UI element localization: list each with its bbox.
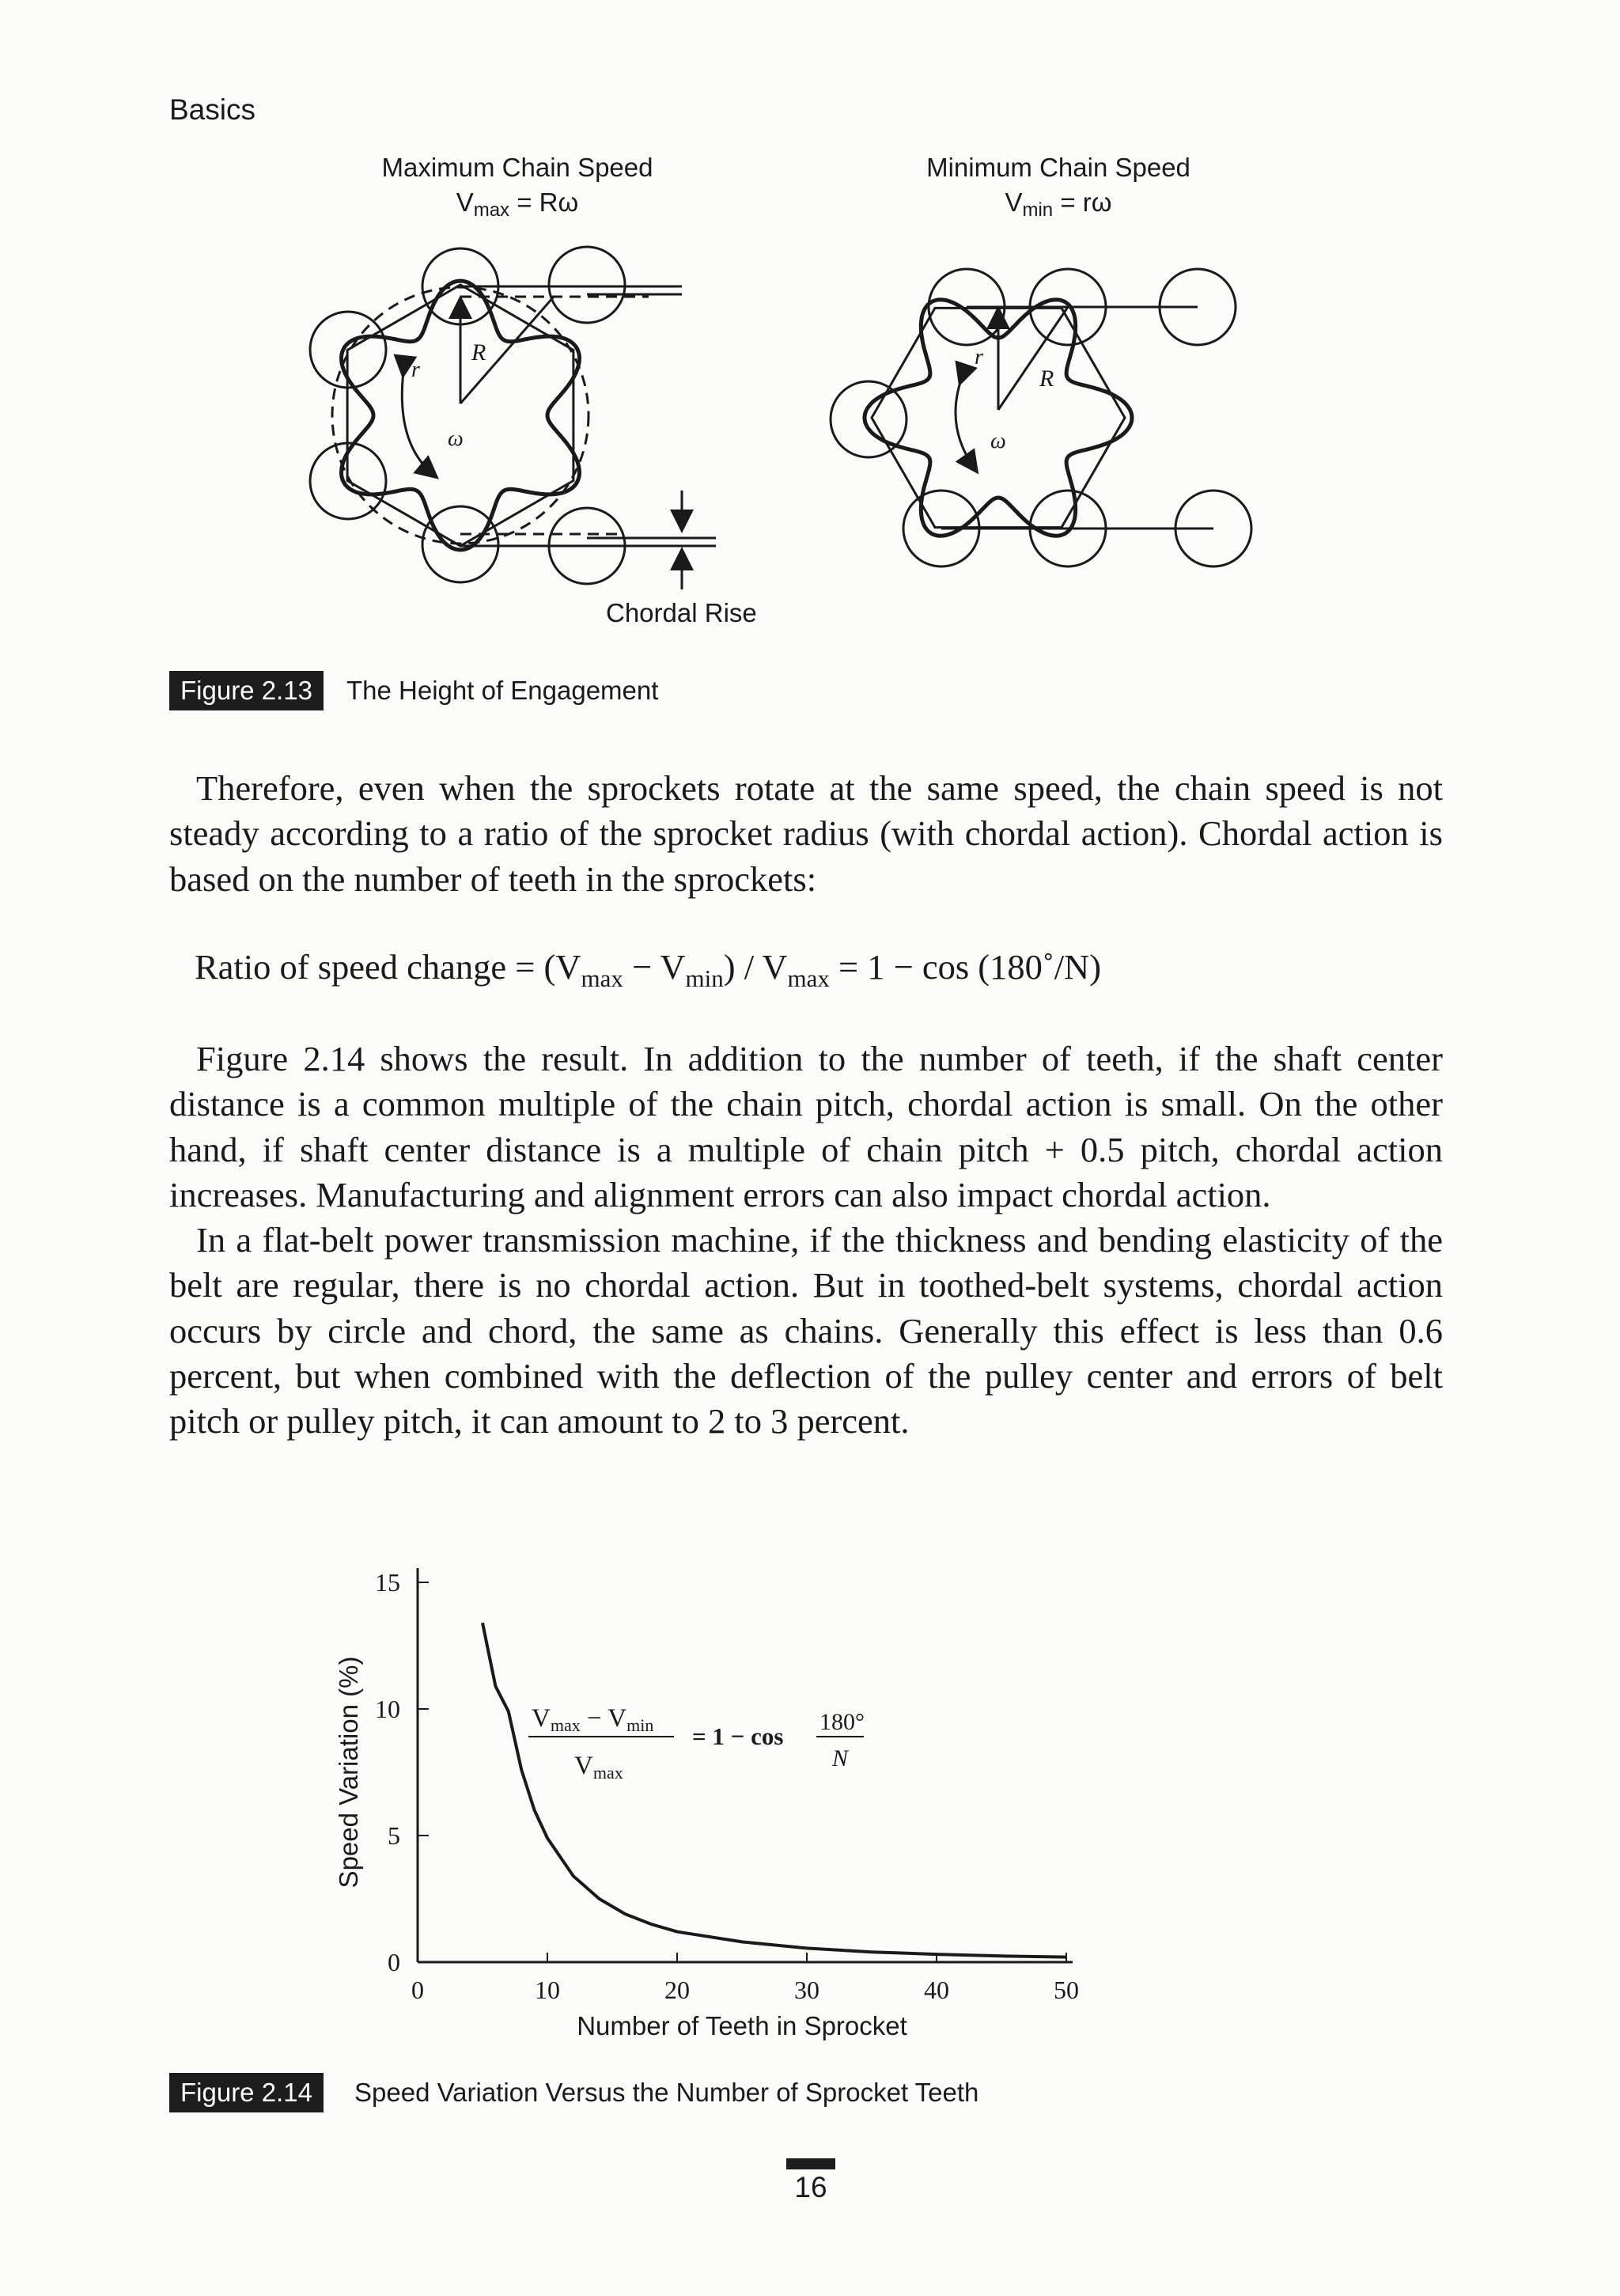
y-tick-label: 15 xyxy=(375,1568,400,1597)
inset-frac-num: 180° xyxy=(819,1709,865,1735)
formula-mid1: − V xyxy=(623,947,686,987)
sprocket-max xyxy=(310,247,716,589)
figure-2-14-caption: Speed Variation Versus the Number of Sprocket Teeth xyxy=(354,2078,979,2107)
y-tick-label: 5 xyxy=(388,1821,400,1850)
formula-mid2: ) / V xyxy=(723,947,788,987)
inset-rhs: = 1 − cos xyxy=(692,1722,784,1750)
roller-max-2 xyxy=(549,247,625,323)
x-tick-label: 0 xyxy=(411,1976,424,2004)
paragraph-1-text: Therefore, even when the sprockets rotate at the same speed, the chain speed is not steady according to a ratio of the sprocket radius (with chordal action). Chordal action is based on the number of teeth in the sprockets: xyxy=(169,768,1443,899)
speed-variation-chart xyxy=(316,1543,1123,2049)
x-axis-label: Number of Teeth in Sprocket xyxy=(577,2011,907,2040)
paragraphs-2-3 xyxy=(169,1036,1443,1445)
x-tick-label: 10 xyxy=(535,1976,560,2004)
R-symbol-min: R xyxy=(1039,366,1054,392)
inset-num: Vmax − Vmin xyxy=(532,1704,654,1735)
inset-den: Vmax xyxy=(574,1752,623,1783)
vmax-v: V xyxy=(456,188,474,217)
x-tick-label: 20 xyxy=(664,1976,690,2004)
vmin-sub: min xyxy=(1022,199,1054,221)
y-axis-label: Speed Variation (%) xyxy=(334,1656,363,1889)
R-symbol-max: R xyxy=(471,339,486,366)
figure-2-13-badge: Figure 2.13 xyxy=(169,671,324,710)
page-number: 16 xyxy=(794,2171,827,2203)
inset-formula xyxy=(528,1704,865,1783)
formula-sub-min: min xyxy=(685,964,724,992)
page-number-bar xyxy=(786,2158,835,2169)
omega-arrow-min xyxy=(956,380,975,468)
vmin-v: V xyxy=(1005,188,1023,217)
speed-change-formula xyxy=(195,946,1101,993)
x-tick-label: 40 xyxy=(924,1976,949,2004)
formula-prefix: Ratio of speed change = (V xyxy=(195,947,581,987)
x-tick-label: 30 xyxy=(794,1976,819,2004)
figure-2-13-caption: The Height of Engagement xyxy=(346,676,659,705)
min-speed-label: Minimum Chain Speed xyxy=(926,153,1190,182)
x-tick-label: 50 xyxy=(1054,1976,1079,2004)
vmax-rest: = Rω xyxy=(509,188,579,217)
omega-symbol-max: ω xyxy=(448,426,464,451)
y-tick-label: 10 xyxy=(375,1695,400,1723)
running-head: Basics xyxy=(169,93,255,126)
y-tick-label: 0 xyxy=(388,1948,400,1976)
paragraph-3-text: In a flat-belt power transmission machine, if the thickness and bending elasticity of the belt are regular, there is no chordal action. But in toothed-belt systems, chordal action occurs by circle and chord, the same as chains. Generally this effect is less than 0.6 percent, but when combined with the deflection of the pulley center and errors of belt pitch or pulley pitch, it can amount to 2 to 3 percent. xyxy=(169,1220,1443,1442)
figure-2-14-badge: Figure 2.14 xyxy=(169,2073,324,2112)
chart-axes xyxy=(418,1568,1073,1962)
r-symbol-max: r xyxy=(411,358,420,382)
vmin-rest: = rω xyxy=(1053,188,1112,217)
omega-arrow-max xyxy=(402,372,433,475)
sprocket-min xyxy=(831,269,1251,566)
omega-symbol-min: ω xyxy=(990,429,1006,453)
formula-sub-max-2: max xyxy=(787,964,830,992)
paragraph-1 xyxy=(169,766,1443,902)
inset-frac-den: N xyxy=(832,1745,849,1771)
paragraph-2-text: Figure 2.14 shows the result. In addition to the number of teeth, if the shaft center distance is a common multiple of the chain pitch, chordal action is small. On the other hand, if shaft center distance is a multiple of chain pitch + 0.5 pitch, chordal action increases. Manufacturing and alignment errors can also impact chordal action. xyxy=(169,1039,1443,1214)
vmax-sub: max xyxy=(473,199,510,221)
roller-min-4 xyxy=(831,381,907,457)
formula-sub-max: max xyxy=(581,964,623,992)
max-speed-label: Maximum Chain Speed xyxy=(381,153,653,182)
series-line xyxy=(483,1623,1066,1957)
r-symbol-min: r xyxy=(975,345,983,369)
chordal-rise-label: Chordal Rise xyxy=(606,598,757,627)
sprocket-diagram xyxy=(0,0,1620,680)
formula-suffix: = 1 − cos (180˚/N) xyxy=(829,947,1102,987)
